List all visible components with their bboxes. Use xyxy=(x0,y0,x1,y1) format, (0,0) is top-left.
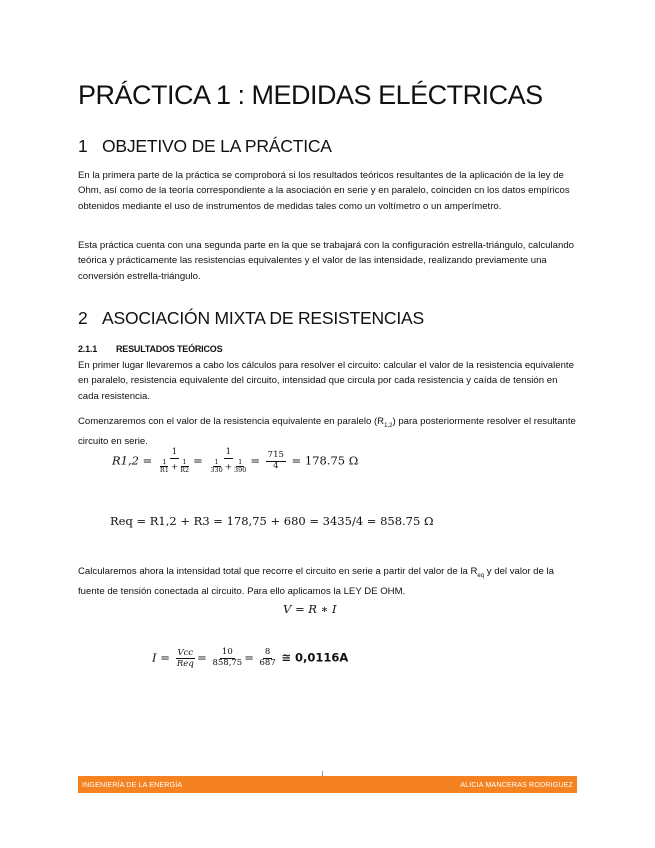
denominator: Req xyxy=(176,659,194,669)
eq-lhs: R1,2 = xyxy=(112,453,153,468)
fraction xyxy=(266,451,286,472)
fraction xyxy=(176,648,196,669)
fraction xyxy=(212,648,242,669)
equation-r12: R1,2 = 1 $\frac{1}{R1}$ + $\frac{1}{R2}$ = 1 $\frac{1}{330}$ + $\frac{1}{390}$ = $\frac{715}{4}$ = 178.75 Ω xyxy=(112,447,359,475)
objetivo-paragraph-1: En la primera parte de la práctica se comproborá si los resultados teóricos resultantes de la aplicación de la ley de Ohm, así como de la teoría correspondiente a la asociación en serie y en paralelo, coinciden cn los datos empíricos obtenidos mediante el uso de instrumentos de medidas tales como un voltímetro o un amperímetro. xyxy=(78,170,570,212)
denominator: 390 xyxy=(233,466,247,475)
denominator: 330 xyxy=(210,466,223,475)
section-heading-objetivo xyxy=(78,136,332,157)
eq-result: ≅ 0,0116A xyxy=(281,650,349,665)
equation-intensity: I = $\frac{\text{Vcc}}{\text{Req}}$ = $\frac{10}{858,75}$ = $\frac{8}{687}$ ≅ 0,0116A xyxy=(152,647,349,669)
page-footer xyxy=(78,776,577,793)
fraction xyxy=(208,448,248,475)
calc-paragraph xyxy=(78,564,578,600)
fraction xyxy=(158,448,191,475)
equation-req: Req = R1,2 + R3 = 178,75 + 680 = 3435/4 = 858.75 Ω xyxy=(110,514,434,528)
numerator: 715 xyxy=(267,450,284,461)
subscript: eq xyxy=(477,572,485,579)
denominator: R1 xyxy=(159,466,169,475)
paragraph-text: Calcularemos ahora la intensidad total que recorre el circuito en serie a partir del valor de la R xyxy=(78,566,478,577)
denominator: 858,75 xyxy=(212,658,243,668)
section-number: 1 xyxy=(78,136,88,156)
eq-lhs: I = xyxy=(152,650,170,665)
paragraph-text: ) para posteriormente resolver el resultante circuito en serie. xyxy=(78,416,576,448)
section-heading-asociacion xyxy=(78,308,424,329)
subsection-heading xyxy=(78,344,222,354)
numerator: Vcc xyxy=(177,648,194,658)
denominator: $\frac{1}{330}$ + $\frac{1}{390}$ xyxy=(210,457,247,475)
section-number: 2 xyxy=(78,308,88,328)
teoricos-paragraph-1: En primer lugar llevaremos a cabo los cálculos para resolver el circuito: calcular el valor de la resistencia equivalente en paralelo, resistencia equivalente del circuito, intensidad que circula por cada resistencia y caída de tensión en cada resistencia. xyxy=(78,360,574,402)
subsection-title: RESULTADOS TEÓRICOS xyxy=(116,344,223,354)
paragraph-text: y del valor de la fuente de tensión conectada al circuito. Para ello aplicamos la LEY DE OHM. xyxy=(78,566,554,598)
fraction xyxy=(160,459,169,475)
teoricos-paragraph-2 xyxy=(78,414,578,450)
numerator: 1 xyxy=(238,457,243,466)
footer-right-text: ALICIA MANCERAS RODRIGUEZ xyxy=(460,780,573,789)
denominator: $\frac{1}{R1}$ + $\frac{1}{R2}$ xyxy=(159,457,190,475)
numerator: 1 xyxy=(182,457,187,466)
denominator: 4 xyxy=(273,460,279,471)
numerator: 1 xyxy=(162,457,167,466)
equation-ohm: V = R ∗ I xyxy=(283,602,337,616)
denominator: 687 xyxy=(259,658,276,668)
eq-result: = 178.75 Ω xyxy=(291,453,359,468)
footer-left-text: INGENIERÍA DE LA ENERGÍA xyxy=(82,780,183,789)
numerator: 1 xyxy=(214,457,219,466)
fraction xyxy=(260,648,276,669)
numerator: 1 xyxy=(225,447,232,457)
numerator: 10 xyxy=(221,647,233,658)
fraction xyxy=(210,459,222,475)
objetivo-paragraph-2: Esta práctica cuenta con una segunda parte en la que se trabajará con la configuración estrella-triángulo, calculando teórica y prácticamente las resistencias equivalentes y el valor de las intensidade, realizando previamente una conversión estrella-triángulo. xyxy=(78,240,574,282)
paragraph-text: Comenzaremos con el valor de la resistencia equivalente en paralelo (R xyxy=(78,416,385,427)
numerator: 8 xyxy=(264,647,271,658)
denominator: R2 xyxy=(180,466,190,475)
section-title: OBJETIVO DE LA PRÁCTICA xyxy=(102,136,332,156)
page-title: PRÁCTICA 1 : MEDIDAS ELÉCTRICAS xyxy=(78,80,543,110)
fraction xyxy=(234,459,246,475)
fraction xyxy=(180,459,189,475)
subscript: 1,2 xyxy=(384,422,393,429)
subsection-number: 2.1.1 xyxy=(78,344,98,354)
numerator: 1 xyxy=(171,447,178,457)
section-title: ASOCIACIÓN MIXTA DE RESISTENCIAS xyxy=(102,308,424,328)
